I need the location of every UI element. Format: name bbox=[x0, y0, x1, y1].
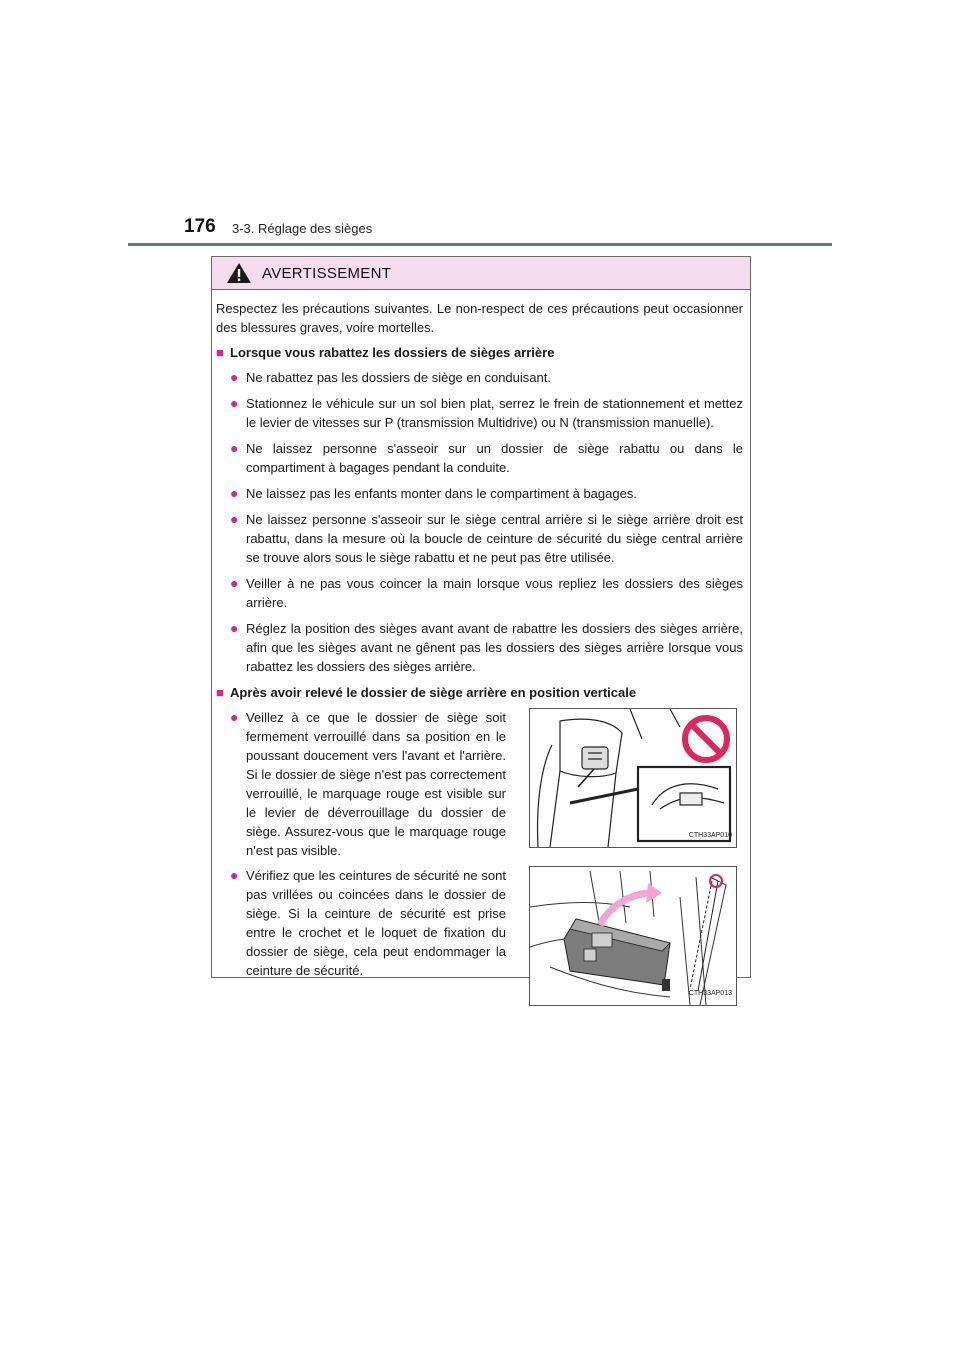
circle-bullet-icon: ● bbox=[230, 511, 239, 527]
list-item bbox=[230, 866, 506, 1006]
list-item bbox=[230, 394, 743, 432]
square-marker-icon: ■ bbox=[216, 685, 224, 700]
circle-bullet-icon: ● bbox=[230, 485, 239, 501]
section-heading-upright bbox=[216, 683, 743, 702]
circle-bullet-icon: ● bbox=[230, 440, 239, 456]
section-heading-text: Après avoir relevé le dossier de siège arrière en position verticale bbox=[230, 685, 637, 700]
circle-bullet-icon: ● bbox=[230, 620, 239, 636]
list-item-text: Veillez à ce que le dossier de siège soit fermement verrouillé dans sa position en le poussant doucement vers l'avant et l'arrière. Si le dossier de siège n'est pas correctement verrouillé, le marquage rouge est visible sur le levier de déverrouillage du dossier de siège. Assurez-vous que le marquage rouge n'est pas visible. bbox=[246, 710, 506, 858]
list-item bbox=[230, 484, 743, 503]
warning-intro: Respectez les précautions suivantes. Le non-respect de ces précautions peut occasionner des blessures graves, voire mortelles. bbox=[216, 301, 743, 335]
list-item bbox=[230, 574, 743, 612]
circle-bullet-icon: ● bbox=[230, 867, 239, 883]
list-item-text: Ne rabattez pas les dossiers de siège en conduisant. bbox=[246, 370, 551, 385]
warning-header bbox=[212, 257, 750, 290]
page-number: 176 bbox=[184, 216, 216, 237]
circle-bullet-icon: ● bbox=[230, 369, 239, 385]
list-item bbox=[230, 439, 743, 477]
section-heading-text: Lorsque vous rabattez les dossiers de sièges arrière bbox=[230, 345, 555, 360]
square-marker-icon: ■ bbox=[216, 345, 224, 360]
figure-row-belt bbox=[230, 866, 743, 1006]
circle-bullet-icon: ● bbox=[230, 395, 239, 411]
figure-seat-lock bbox=[529, 708, 737, 848]
section-title: 3-3. Réglage des sièges bbox=[232, 221, 373, 236]
list-item bbox=[230, 619, 743, 676]
list-item-text: Ne laissez personne s'asseoir sur un dossier de siège rabattu ou dans le compartiment à bagages pendant la conduite. bbox=[246, 441, 743, 475]
list-item-text: Réglez la position des sièges avant avant de rabattre les dossiers des sièges arrière, afin que les sièges avant ne gênent pas les dossiers des sièges arrière lorsque vous rabattez les dossiers des sièges arrière. bbox=[246, 621, 743, 674]
list-item bbox=[230, 708, 506, 860]
list-item-text: Stationnez le véhicule sur un sol bien plat, serrez le frein de stationnement et mettez le levier de vitesses sur P (transmission Multidrive) ou N (transmission manuelle). bbox=[246, 396, 743, 430]
figure-code: CTH33AP013 bbox=[688, 990, 732, 997]
warning-body bbox=[212, 290, 750, 1006]
circle-bullet-icon: ● bbox=[230, 709, 239, 725]
warning-title: AVERTISSEMENT bbox=[262, 264, 392, 282]
list-item-text: Vérifiez que les ceintures de sécurité ne sont pas vrillées ou coincées dans le dossier de siège. Si la ceinture de sécurité est prise entre le crochet et le loquet de fixation du dossier de siège, cela peut endommager la ceinture de sécurité. bbox=[246, 868, 506, 978]
list-item-text: Ne laissez personne s'asseoir sur le siège central arrière si le siège arrière droit est rabattu, dans la mesure où la boucle de ceinture de sécurité du siège central arrière se trouve alors sous le siège rabattu et ne peut pas être utilisée. bbox=[246, 512, 743, 565]
figure-code: CTH33AP010 bbox=[688, 832, 732, 839]
list-item-text: Veiller à ne pas vous coincer la main lorsque vous repliez les dossiers des sièges arrière. bbox=[246, 576, 743, 610]
figure-seat-belt bbox=[529, 866, 737, 1006]
list-item bbox=[230, 368, 743, 387]
prohibition-icon bbox=[685, 718, 727, 760]
warning-box bbox=[211, 256, 751, 997]
list-item bbox=[230, 510, 743, 567]
circle-bullet-icon: ● bbox=[230, 575, 239, 591]
figure-row-lock bbox=[230, 708, 743, 860]
header-rule bbox=[128, 243, 832, 246]
list-item-text: Ne laissez pas les enfants monter dans le compartiment à bagages. bbox=[246, 486, 637, 501]
section-heading-folding bbox=[216, 343, 743, 362]
warning-triangle-icon bbox=[226, 262, 252, 284]
